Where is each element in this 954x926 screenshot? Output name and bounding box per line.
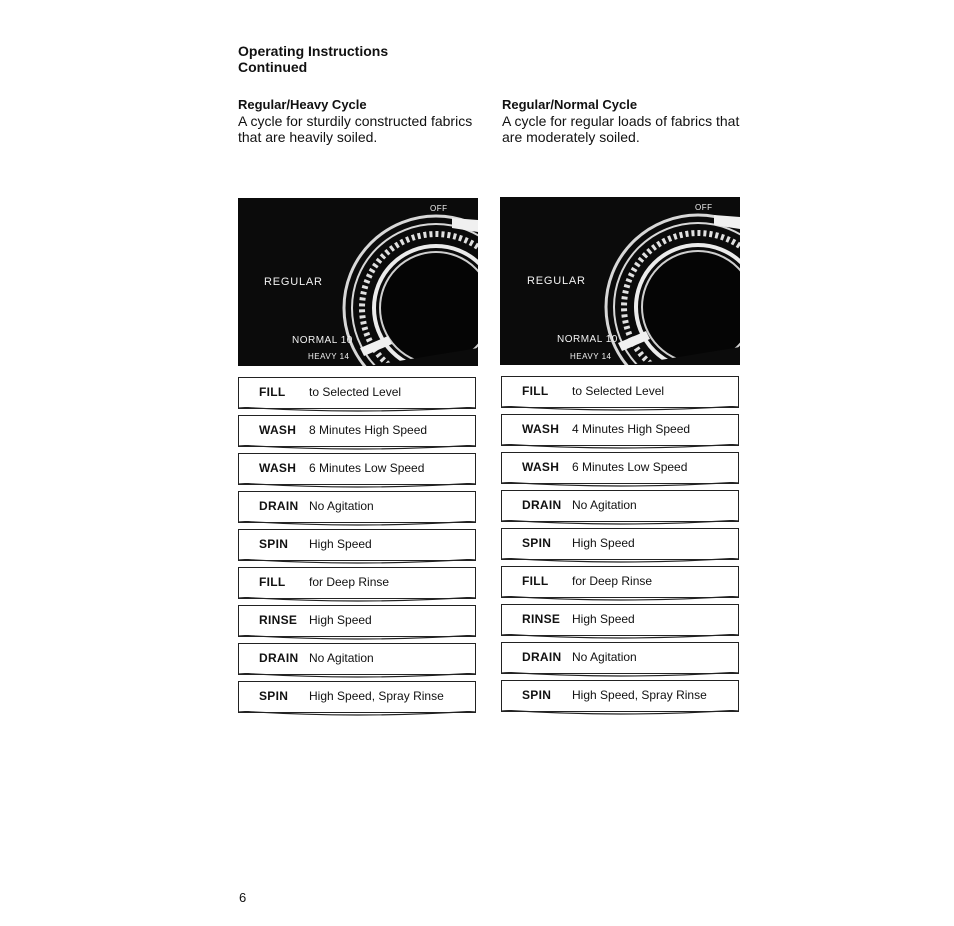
cycle-step <box>238 377 478 415</box>
cycle-step <box>501 490 741 528</box>
cycle-step <box>238 491 478 529</box>
dial-off-label: OFF <box>430 204 448 213</box>
step-description: 6 Minutes Low Speed <box>572 460 688 474</box>
cycle-step <box>501 528 741 566</box>
cycle-step <box>238 681 478 719</box>
step-name: FILL <box>522 384 549 398</box>
dial-off-label: OFF <box>695 203 713 212</box>
cycle-description-heavy <box>238 113 498 145</box>
cycle-step <box>501 642 741 680</box>
cycle-description-line: are moderately soiled. <box>502 129 640 145</box>
step-name: RINSE <box>259 613 298 627</box>
dial-illustration-heavy <box>238 198 478 366</box>
step-name: WASH <box>259 461 297 475</box>
cycle-step <box>501 680 741 718</box>
step-description: 4 Minutes High Speed <box>572 422 691 436</box>
page-number: 6 <box>239 890 247 905</box>
step-description: to Selected Level <box>572 384 665 398</box>
dial-normal-label: NORMAL 10 <box>292 335 353 346</box>
dial-regular-label: REGULAR <box>264 276 323 288</box>
cycle-step <box>238 415 478 453</box>
dial-heavy-label: HEAVY 14 <box>308 352 350 361</box>
step-description: 6 Minutes Low Speed <box>309 461 425 475</box>
step-name: SPIN <box>522 536 552 550</box>
cycle-description-line: that are heavily soiled. <box>238 129 378 145</box>
step-name: FILL <box>259 575 286 589</box>
dial-illustration-normal <box>500 197 740 365</box>
cycle-step <box>238 529 478 567</box>
step-description: No Agitation <box>309 651 374 665</box>
cycle-steps-normal <box>501 376 741 718</box>
heading-line-1: Operating Instructions <box>238 43 389 59</box>
dial-regular-label: REGULAR <box>527 275 586 287</box>
cycle-step <box>238 453 478 491</box>
step-name: WASH <box>259 423 297 437</box>
cycle-description-line: A cycle for sturdily constructed fabrics <box>238 113 473 129</box>
step-description: for Deep Rinse <box>309 575 390 589</box>
step-name: WASH <box>522 460 560 474</box>
cycle-step <box>501 604 741 642</box>
dial-heavy-label: HEAVY 14 <box>570 352 612 361</box>
step-name: SPIN <box>522 688 552 702</box>
cycle-steps-heavy <box>238 377 478 719</box>
step-description: No Agitation <box>309 499 374 513</box>
step-name: RINSE <box>522 612 561 626</box>
step-description: 8 Minutes High Speed <box>309 423 428 437</box>
dial-normal-label: NORMAL 10 <box>557 334 618 345</box>
step-description: to Selected Level <box>309 385 402 399</box>
step-description: High Speed, Spray Rinse <box>309 689 444 703</box>
step-name: DRAIN <box>522 498 562 512</box>
step-name: DRAIN <box>259 651 299 665</box>
step-name: SPIN <box>259 689 289 703</box>
step-name: WASH <box>522 422 560 436</box>
cycle-step <box>238 605 478 643</box>
cycle-step <box>501 376 741 414</box>
cycle-title-normal: Regular/Normal Cycle <box>502 97 638 112</box>
step-name: FILL <box>522 574 549 588</box>
step-name: SPIN <box>259 537 289 551</box>
step-description: High Speed <box>309 537 372 551</box>
cycle-title-heavy: Regular/Heavy Cycle <box>238 97 367 112</box>
step-name: DRAIN <box>259 499 299 513</box>
cycle-step <box>238 567 478 605</box>
step-description: No Agitation <box>572 650 637 664</box>
step-name: FILL <box>259 385 286 399</box>
step-description: High Speed, Spray Rinse <box>572 688 707 702</box>
step-description: for Deep Rinse <box>572 574 653 588</box>
cycle-step <box>501 452 741 490</box>
step-name: DRAIN <box>522 650 562 664</box>
step-description: No Agitation <box>572 498 637 512</box>
cycle-step <box>501 566 741 604</box>
heading-line-2: Continued <box>238 59 308 75</box>
cycle-step <box>501 414 741 452</box>
cycle-description-line: A cycle for regular loads of fabrics that <box>502 113 740 129</box>
step-description: High Speed <box>572 536 635 550</box>
page-heading <box>238 43 388 75</box>
step-description: High Speed <box>572 612 635 626</box>
step-description: High Speed <box>309 613 372 627</box>
cycle-step <box>238 643 478 681</box>
cycle-description-normal <box>502 113 762 145</box>
